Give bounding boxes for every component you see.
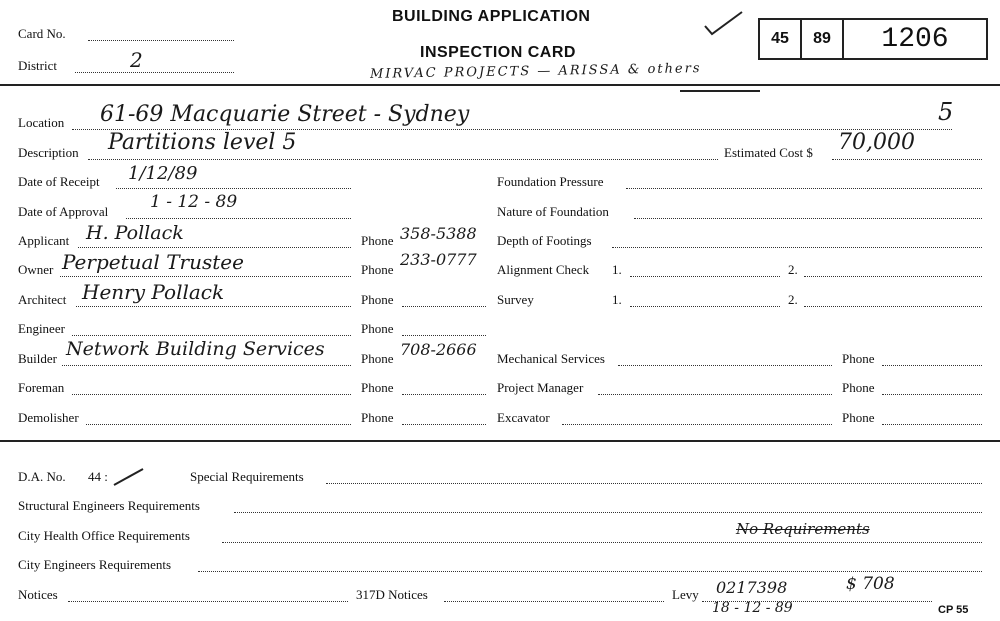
foundation-pressure-label: Foundation Pressure [497,174,604,189]
mechanical-phone-line [882,365,982,366]
notices-line [68,601,348,602]
owner-label: Owner [18,262,54,277]
health-label: City Health Office Requirements [18,528,190,543]
levy-amount: $ 708 [846,574,895,594]
builder-phone-label: Phone [361,351,394,366]
builder-value: Network Building Services [66,338,325,360]
architect-phone-line [402,306,486,307]
foreman-label: Foreman [18,380,65,395]
health-line [222,542,982,543]
nature-foundation-line [634,218,982,219]
health-value: No Requirements [736,520,870,538]
applicant-line [78,247,351,248]
owner-value: Perpetual Trustee [62,250,244,274]
title-building-application: BUILDING APPLICATION [392,8,591,25]
nature-foundation-label: Nature of Foundation [497,204,609,219]
card-no-label: Card No. [18,26,66,41]
district-line [75,72,234,73]
applicant-label: Applicant [18,233,70,248]
project-manager-phone-label: Phone [842,380,875,395]
city-engineers-line [198,571,982,572]
structural-line [234,512,982,513]
handwritten-project: MIRVAC PROJECTS — ARISSA & others [369,61,702,82]
owner-phone-value: 233-0777 [400,250,477,269]
box-a: 45 [758,18,802,60]
builder-label: Builder [18,351,57,366]
estimated-cost-value: 70,000 [838,130,915,155]
engineer-label: Engineer [18,321,65,336]
alignment-check-label: Alignment Check [497,262,590,277]
applicant-phone-value: 358-5388 [400,224,477,243]
depth-footings-line [612,247,982,248]
excavator-line [562,424,832,425]
applicant-phone-label: Phone [361,233,394,248]
special-label: Special Requirements [190,469,304,484]
foreman-line [72,394,351,395]
foreman-phone-line [402,394,486,395]
owner-phone-label: Phone [361,262,394,277]
structural-label: Structural Engineers Requirements [18,498,200,513]
description-label: Description [18,145,79,160]
check-mark-icon [700,8,750,38]
title-inspection-card: INSPECTION CARD [420,44,576,61]
date-approval-value: 1 - 12 - 89 [150,192,238,212]
location-value: 61-69 Macquarie Street - Sydney [100,102,470,127]
alignment-line1 [630,276,780,277]
description-line [88,159,718,160]
margin-number: 5 [938,98,954,126]
project-manager-line [598,394,832,395]
special-line [326,483,982,484]
date-receipt-label: Date of Receipt [18,174,100,189]
excavator-label: Excavator [497,410,550,425]
box-b: 89 [800,18,844,60]
mechanical-label: Mechanical Services [497,351,605,366]
notices-317d-line [444,601,664,602]
excavator-phone-label: Phone [842,410,875,425]
underline-stroke [680,90,760,92]
levy-value: 0217398 [716,578,788,597]
project-manager-label: Project Manager [497,380,584,395]
foreman-phone-label: Phone [361,380,394,395]
alignment-line2 [804,276,982,277]
mechanical-line [618,365,832,366]
da-slash-mark [112,466,146,488]
levy-date: 18 - 12 - 89 [712,600,793,616]
levy-label: Levy [672,587,699,602]
description-value: Partitions level 5 [108,130,297,155]
architect-label: Architect [18,292,67,307]
location-label: Location [18,115,65,130]
notices-label: Notices [18,587,58,602]
owner-line [60,276,351,277]
card-no-line [88,40,234,41]
applicant-value: H. Pollack [86,222,184,244]
survey-num1: 1. [612,292,622,307]
depth-footings-label: Depth of Footings [497,233,592,248]
estimated-cost-label: Estimated Cost $ [724,145,813,160]
builder-line [62,365,351,366]
engineer-line [72,335,351,336]
district-label: District [18,58,57,73]
architect-phone-label: Phone [361,292,394,307]
excavator-phone-line [882,424,982,425]
city-engineers-label: City Engineers Requirements [18,557,172,572]
date-approval-line [126,218,351,219]
demolisher-phone-line [402,424,486,425]
date-receipt-line [116,188,351,189]
district-value: 2 [130,48,143,72]
da-value: 44 : [88,469,108,484]
engineer-phone-label: Phone [361,321,394,336]
engineer-phone-line [402,335,486,336]
header-divider [0,84,1000,86]
notices-317d-label: 317D Notices [356,587,428,602]
alignment-num1: 1. [612,262,622,277]
architect-line [76,306,351,307]
details-divider [0,440,1000,442]
alignment-num2: 2. [788,262,798,277]
estimated-cost-line [832,159,982,160]
project-manager-phone-line [882,394,982,395]
demolisher-line [86,424,351,425]
survey-line1 [630,306,780,307]
survey-line2 [804,306,982,307]
demolisher-phone-label: Phone [361,410,394,425]
survey-num2: 2. [788,292,798,307]
mechanical-phone-label: Phone [842,351,875,366]
foundation-pressure-line [626,188,982,189]
form-code: CP 55 [938,604,969,616]
card-number: 1206 [842,18,988,60]
date-approval-label: Date of Approval [18,204,109,219]
architect-value: Henry Pollack [82,280,225,304]
survey-label: Survey [497,292,534,307]
demolisher-label: Demolisher [18,410,79,425]
date-receipt-value: 1/12/89 [128,163,198,184]
builder-phone-value: 708-2666 [400,340,477,359]
da-label: D.A. No. [18,469,66,484]
